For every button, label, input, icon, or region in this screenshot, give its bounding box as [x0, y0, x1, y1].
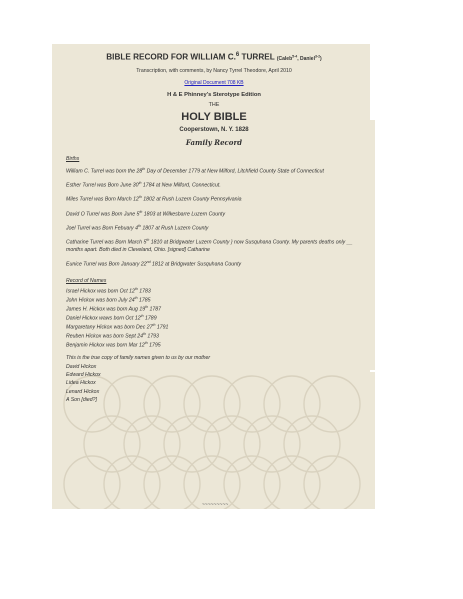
birth-entry: David O Turrel was Born June 5th 1803 at Wilkesbarre Luzern County: [66, 209, 226, 218]
name-entry: Israel Hickox was born Oct 12th 1783: [66, 287, 151, 295]
name-entry: James H. Hickox was born Aug 19th 1787: [66, 305, 161, 313]
original-document-link[interactable]: Original Document 708 KB: [184, 79, 244, 86]
birth-entry: Catharine Turrel was Born March 5th 1810 at Bridgwater Luzern County } now Susquhana County. My parents deaths only __ months apart. Both died in Cleveland, Ohio. [signed] Catharine: [66, 238, 353, 254]
edition-heading: H & E Phinney's Sterotype Edition: [167, 91, 261, 98]
family-name-item: Lenard Hickox: [66, 388, 100, 395]
page-bottom-mark: ~~~~~~~~~: [202, 502, 229, 508]
name-entry: Margaretany Hickox was born Dec 27th 1791: [66, 323, 169, 332]
family-names-block: [66, 354, 362, 404]
birth-entry: Joel Turrel was Born Febuary 4th 1807 at Rush Luzern County: [66, 223, 209, 232]
family-record-heading: Family Record: [185, 137, 243, 147]
document-page: [52, 44, 370, 509]
births-heading: Births: [66, 155, 80, 162]
family-names-list: [66, 363, 362, 405]
birth-entry: Miles Turrel was Born March 12th 1802 at Rush Luzern County Pennsylvania: [66, 195, 242, 203]
the-heading: THE: [208, 101, 220, 108]
name-entry: John Hickox was born July 24th 1785: [66, 296, 151, 304]
document-title: BIBLE RECORD FOR WILLIAM C.$^6$ TURREL (Caleb$^{5-4}$, Daniel$^{3-2}$): [106, 52, 322, 62]
family-name-item: David Hickox: [66, 363, 97, 370]
page-edge-tab: [370, 372, 375, 509]
birth-entry: Eunice Turrel was Born January 22nd 1812 at Bridgwater Susquhana County: [66, 259, 242, 268]
name-entry: Reuben Hickox was born Sept 24th 1793: [66, 332, 159, 341]
transcription-credit: Transcription, with comments, by Nancy Tyrrel Theodore, April 2010: [136, 67, 292, 74]
name-entry: Daniel Hickox waws born Oct 12th 1789: [66, 314, 157, 322]
family-names-intro: This is the true copy of family names given to us by our mother: [66, 355, 211, 362]
holy-bible-heading: HOLY BIBLE: [181, 110, 247, 123]
family-name-item: Lidea Hickox: [66, 380, 96, 387]
names-heading: Record of Names: [66, 278, 107, 285]
names-list: [66, 287, 362, 350]
family-name-item: Edward Hickox: [66, 372, 101, 379]
page-edge-tab: [370, 120, 375, 370]
name-entry: Benjamin Hickox was born Mar 12th 1795: [66, 341, 161, 350]
family-name-item: A Son [died?]: [66, 397, 97, 404]
birth-entry: Esther Turrel was Born June 30th 1784 at New Milford, Connecticut.: [66, 181, 221, 189]
record-content: [66, 50, 362, 404]
births-list: [66, 167, 362, 269]
birth-entry: William C. Turrel was born the 28th Day of December 1779 at New Milford, Litchfield County State of Connecticut: [66, 166, 324, 175]
publication-place: Cooperstown, N. Y. 1828: [179, 126, 249, 133]
